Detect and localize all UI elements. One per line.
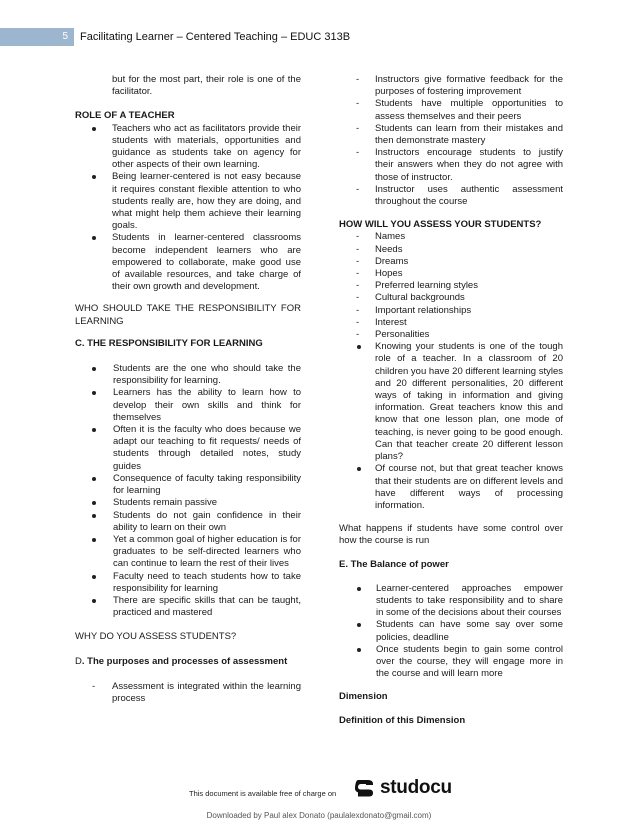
list-item: Students can have some say over some policies, deadline <box>339 619 563 643</box>
d-heading <box>75 656 301 668</box>
list-item: Learner-centered approaches empower students to take responsibility and to share in some of the decisions about their courses <box>339 583 563 620</box>
list-item: Once students begin to gain some control over the course, they will engage more in the course and will learn more <box>339 644 563 681</box>
list-item: - Interest <box>339 317 563 329</box>
studocu-logo[interactable] <box>353 776 452 800</box>
list-item: - Dreams <box>339 256 563 268</box>
list-item: - Needs <box>339 244 563 256</box>
list-item: Learners has the ability to learn how to develop their own skills and think for themselves <box>75 387 301 424</box>
dimension-heading: Dimension <box>339 691 388 703</box>
list-item: Yet a common goal of higher education is for graduates to be self-directed learners who can continue to learn the rest of their lives <box>75 534 301 571</box>
how-heading: HOW WILL YOU ASSESS YOUR STUDENTS? <box>339 219 542 231</box>
assessment-list <box>75 681 301 705</box>
list-item: - Students have multiple opportunities to assess themselves and their peers <box>339 98 563 122</box>
list-item: Students do not gain confidence in their ability to learn on their own <box>75 510 301 534</box>
role-heading: ROLE OF A TEACHER <box>75 110 175 122</box>
list-item: Often it is the faculty who does because we adapt our teaching to fit requests/ needs of students through detailed notes, study guides <box>75 424 301 473</box>
list-item: Students remain passive <box>75 497 301 509</box>
who-question: WHO SHOULD TAKE THE RESPONSIBILITY FOR LEARNING <box>75 303 301 327</box>
list-item: - Instructors give formative feedback for the purposes of fostering improvement <box>339 74 563 98</box>
list-item: Faculty need to teach students how to take responsibility for learning <box>75 571 301 595</box>
page-number: 5 <box>0 28 74 46</box>
page-header <box>0 28 638 46</box>
logo-text: studocu <box>380 777 452 798</box>
list-item: Teachers who act as facilitators provide their students with materials, opportunities and guidance as students take on agency for other aspects of their own learning. <box>75 123 301 172</box>
list-item: - Personalities <box>339 329 563 341</box>
d-letter: D <box>75 655 82 667</box>
list-item: Knowing your students is one of the tough role of a teacher. In a classroom of 20 children you have 20 different learning styles and 20 different personalities, 20 different ways of taking in information and giving information. Great teachers know this and know that one lesson plan, one mode of teaching, is never going to be good enough. Can that teacher create 20 different lesson plans? <box>339 341 563 463</box>
responsibility-list <box>75 363 301 619</box>
list-item: Consequence of faculty taking responsibility for learning <box>75 473 301 497</box>
download-note: Downloaded by Paul alex Donato (paulalexdonato@gmail.com) <box>206 811 432 820</box>
how-list <box>339 231 563 341</box>
list-item: - Hopes <box>339 268 563 280</box>
document-title: Facilitating Learner – Centered Teaching – EDUC 313B <box>80 31 351 43</box>
list-item: Students in learner-centered classrooms become independent learners who are empowered to collaborate, make good use of available resources, and take charge of their own growth and development. <box>75 232 301 293</box>
list-item: - Cultural backgrounds <box>339 292 563 304</box>
assessment-list-continued <box>339 74 563 208</box>
list-item: Of course not, but that great teacher knows that their students are on different levels and have different ways of processing information. <box>339 463 563 512</box>
list-item: - Names <box>339 231 563 243</box>
list-item: - Important relationships <box>339 305 563 317</box>
intro-paragraph: but for the most part, their role is one of the facilitator. <box>112 74 301 98</box>
list-item: Being learner-centered is not easy because it requires constant flexible attention to who students really are, how they are doing, and what might help them achieve their learning goals. <box>75 171 301 232</box>
c-heading: C. THE RESPONSIBILITY FOR LEARNING <box>75 337 263 349</box>
list-item: - Students can learn from their mistakes and then demonstrate mastery <box>339 123 563 147</box>
balance-list <box>339 583 563 681</box>
list-item: There are specific skills that can be taught, practiced and mastered <box>75 595 301 619</box>
availability-note: This document is available free of charge on <box>189 789 337 798</box>
list-item: Students are the one who should take the responsibility for learning. <box>75 363 301 387</box>
right-column <box>339 74 563 727</box>
list-item: - Assessment is integrated within the learning process <box>75 681 301 705</box>
e-heading: E. The Balance of power <box>339 558 449 570</box>
d-heading-text: . The purposes and processes of assessment <box>81 655 288 667</box>
list-item: - Instructors encourage students to justify their answers when they do not agree with those of instructor. <box>339 147 563 184</box>
list-item: - Preferred learning styles <box>339 280 563 292</box>
definition-heading: Definition of this Dimension <box>339 714 466 726</box>
what-happens-question: What happens if students have some control over how the course is run <box>339 523 563 547</box>
why-question: WHY DO YOU ASSESS STUDENTS? <box>75 631 237 643</box>
how-bullets <box>339 341 563 512</box>
studocu-icon <box>353 776 377 800</box>
role-list <box>75 123 301 294</box>
list-item: - Instructor uses authentic assessment throughout the course <box>339 184 563 208</box>
left-column <box>75 74 301 705</box>
